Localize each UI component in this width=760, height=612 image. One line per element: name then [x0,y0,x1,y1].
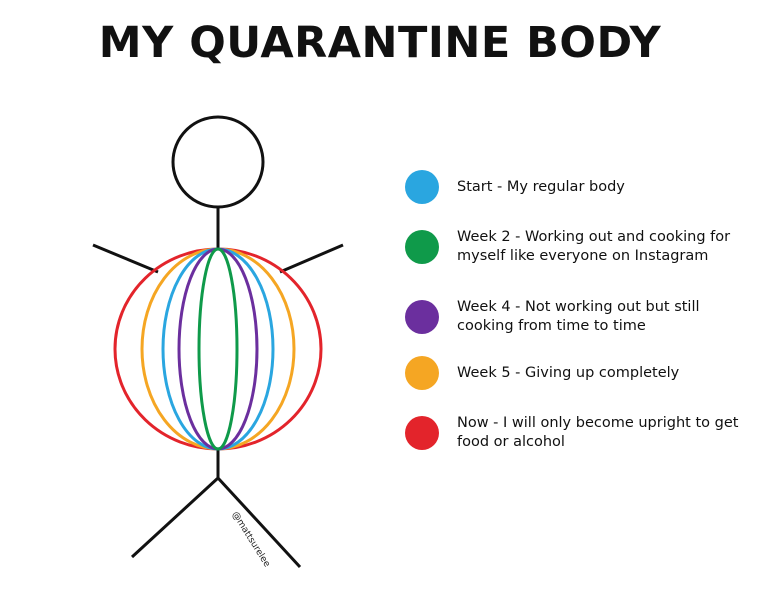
legend-label: Start - My regular body [457,178,625,195]
head-outline [173,117,263,207]
legend-dot-week-5 [405,356,439,390]
body-outline-now [115,249,321,449]
legend-item-week-2 [405,228,755,266]
left-leg-line [132,478,218,557]
legend-label: Week 5 - Giving up completely [457,364,680,381]
legend-dot-start [405,170,439,204]
legend-dot-week-2 [405,230,439,264]
page-title: MY QUARANTINE BODY [98,18,662,68]
legend-label: Now - I will only become upright to get food or alcohol [457,415,739,450]
body-outline-week-2 [199,249,237,449]
legend-item-week-4 [405,298,755,336]
legend-label: Week 2 - Working out and cooking for myself like everyone on Instagram [457,229,731,264]
legend-dot-now [405,416,439,450]
legend-item-now [405,414,755,452]
body-outline-week-5 [142,249,294,449]
artist-watermark: @mattsurelee [229,510,272,570]
right-arm-line [280,245,343,272]
body-outline-week-4 [179,249,257,449]
legend-item-start [405,170,755,204]
legend-label: Week 4 - Not working out but still cooking from time to time [457,299,700,334]
left-arm-line [93,245,158,272]
legend-dot-week-4 [405,300,439,334]
legend-item-week-5 [405,356,755,390]
